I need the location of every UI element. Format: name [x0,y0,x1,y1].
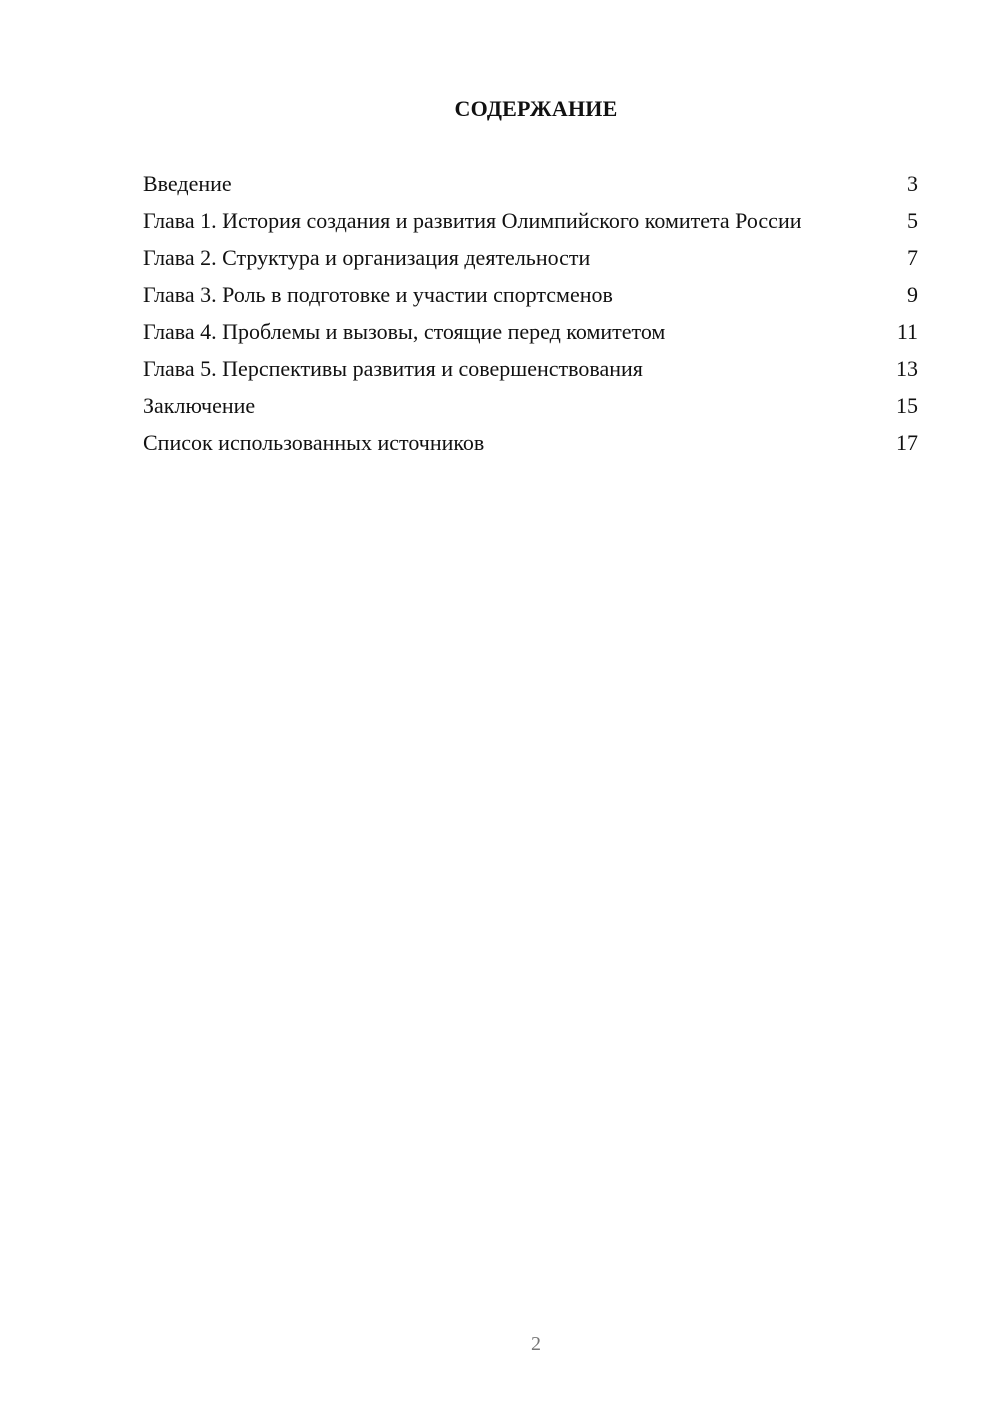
toc-entry-page: 13 [896,356,918,381]
toc-entry-page: 15 [896,393,918,418]
toc-entry-conclusion [143,392,918,419]
toc-entry-title: Глава 5. Перспективы развития и совершенствования [143,356,643,381]
toc-entry-page: 7 [907,245,918,270]
toc-entry-title: Введение [143,171,232,196]
table-of-contents [143,170,918,466]
toc-entry-page: 11 [896,319,918,344]
toc-entry-title: Глава 1. История создания и развития Олимпийского комитета России [143,208,802,233]
toc-entry-page: 17 [896,430,918,455]
toc-heading: СОДЕРЖАНИЕ [454,96,618,121]
toc-entry-references [143,429,918,456]
toc-entry-title: Заключение [143,393,256,418]
toc-entry-page: 3 [907,171,918,196]
toc-entry-chapter-3 [143,281,918,308]
toc-entry-chapter-5 [143,355,918,382]
toc-entry-title: Глава 4. Проблемы и вызовы, стоящие перед комитетом [143,319,666,344]
toc-entry-chapter-1 [143,207,918,234]
toc-entry-title: Глава 2. Структура и организация деятельности [143,245,591,270]
page-number: 2 [531,1333,541,1355]
toc-entry-chapter-2 [143,244,918,271]
toc-entry-introduction [143,170,918,197]
toc-entry-title: Глава 3. Роль в подготовке и участии спортсменов [143,282,613,307]
toc-entry-page: 9 [907,282,918,307]
toc-entry-chapter-4 [143,318,918,345]
toc-entry-title: Список использованных источников [143,430,485,455]
toc-entry-page: 5 [907,208,918,233]
